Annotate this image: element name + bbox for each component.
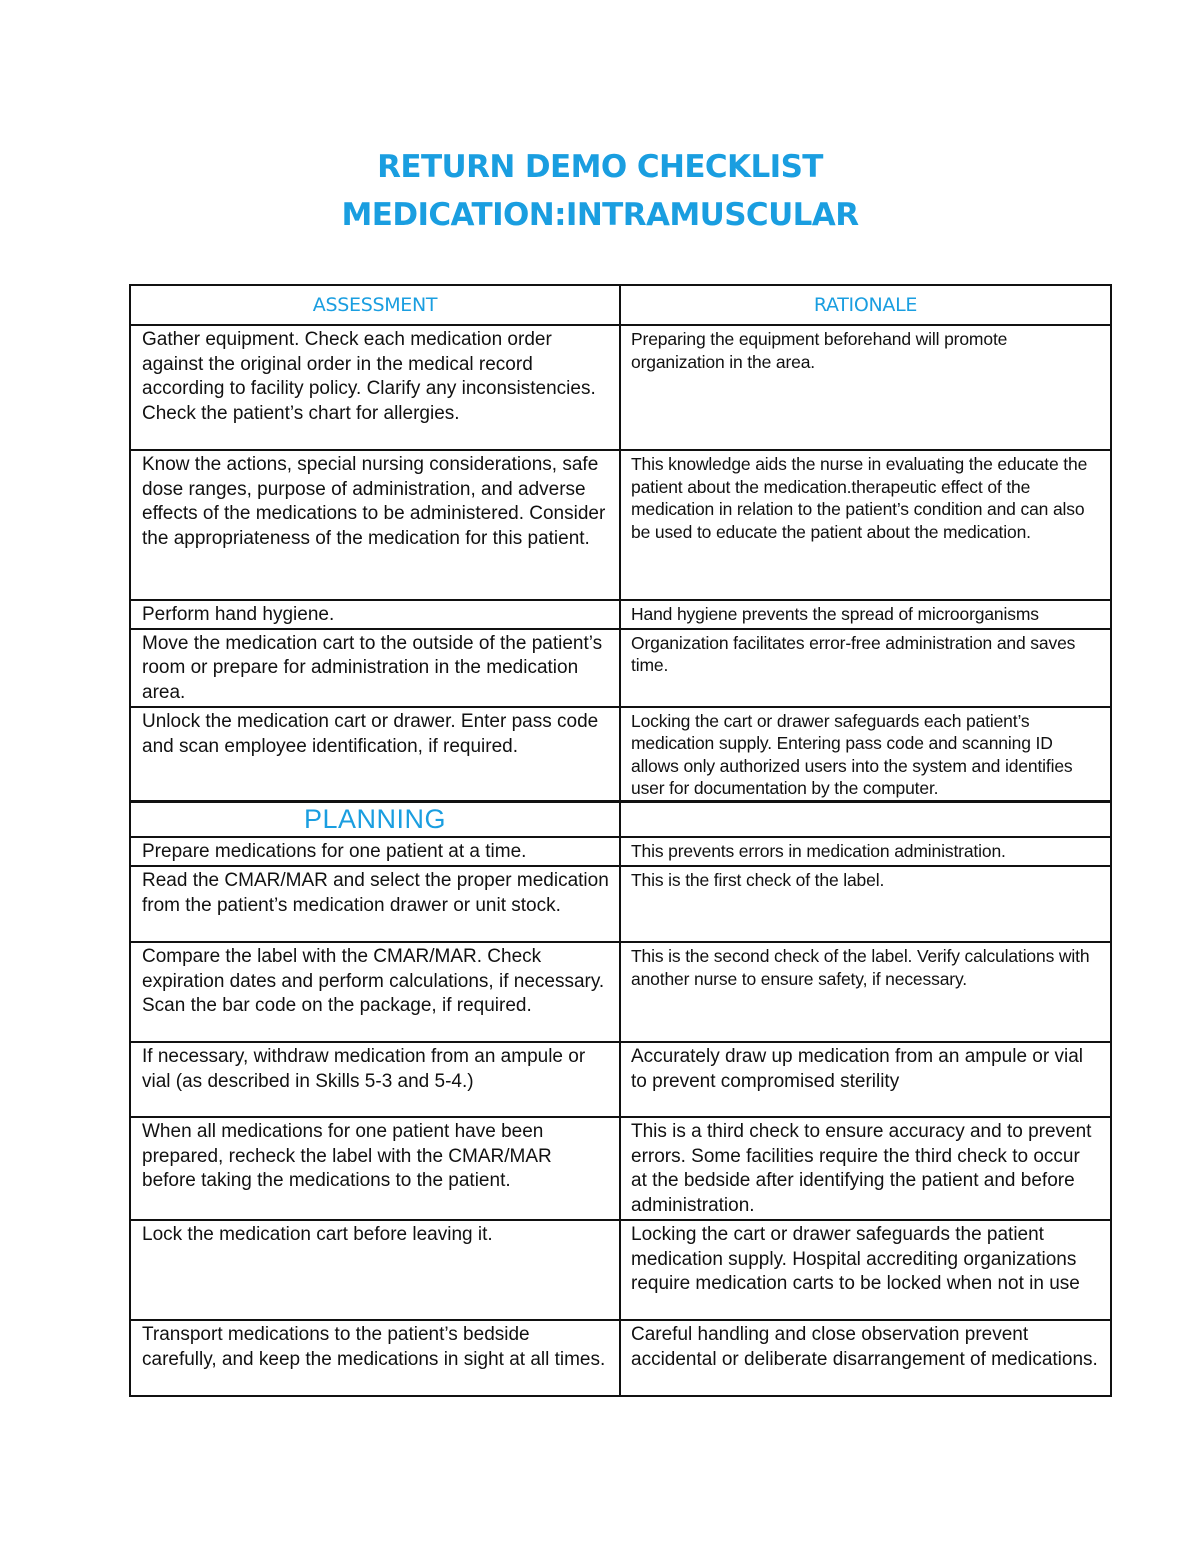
step-cell: Unlock the medication cart or drawer. Enter pass code and scan employee identification, if required.	[130, 707, 620, 802]
table-row	[130, 837, 1111, 866]
table-row	[130, 1117, 1111, 1220]
step-cell: Prepare medications for one patient at a time.	[130, 837, 620, 866]
table-row	[130, 325, 1111, 450]
table-row	[130, 450, 1111, 600]
rationale-cell: Locking the cart or drawer safeguards the patient medication supply. Hospital accrediting organizations require medication carts to be locked when not in use	[620, 1220, 1111, 1320]
step-cell: Gather equipment. Check each medication order against the original order in the medical record according to facility policy. Clarify any inconsistencies. Check the patient’s chart for allergies.	[130, 325, 620, 450]
rationale-cell: Hand hygiene prevents the spread of microorganisms	[620, 600, 1111, 629]
step-cell: When all medications for one patient have been prepared, recheck the label with the CMAR/MAR before taking the medications to the patient.	[130, 1117, 620, 1220]
document-title: RETURN DEMO CHECKLIST	[377, 149, 823, 185]
rationale-cell: Accurately draw up medication from an ampule or vial to prevent compromised sterility	[620, 1042, 1111, 1117]
table-row	[130, 1220, 1111, 1320]
step-cell: Transport medications to the patient’s bedside carefully, and keep the medications in sight at all times.	[130, 1320, 620, 1396]
step-cell: Perform hand hygiene.	[130, 600, 620, 629]
rationale-header: RATIONALE	[620, 285, 1111, 325]
table-row	[130, 942, 1111, 1042]
step-cell: Move the medication cart to the outside of the patient’s room or prepare for administration in the medication area.	[130, 629, 620, 707]
step-cell: Compare the label with the CMAR/MAR. Check expiration dates and perform calculations, if necessary. Scan the bar code on the package, if required.	[130, 942, 620, 1042]
rationale-cell: Organization facilitates error-free administration and saves time.	[620, 629, 1111, 707]
table-header-row	[130, 285, 1111, 325]
rationale-cell: Careful handling and close observation prevent accidental or deliberate disarrangement of medications.	[620, 1320, 1111, 1396]
table-row	[130, 600, 1111, 629]
planning-header: PLANNING	[130, 801, 620, 837]
table-row	[130, 1042, 1111, 1117]
rationale-cell: Locking the cart or drawer safeguards each patient’s medication supply. Entering pass code and scanning ID allows only authorized users into the system and identifies user for documentation by the computer.	[620, 707, 1111, 802]
empty-cell	[620, 801, 1111, 837]
rationale-cell: This is the first check of the label.	[620, 866, 1111, 942]
step-cell: Read the CMAR/MAR and select the proper medication from the patient’s medication drawer or unit stock.	[130, 866, 620, 942]
planning-header-row	[130, 801, 1111, 837]
rationale-cell: This prevents errors in medication administration.	[620, 837, 1111, 866]
step-cell: Know the actions, special nursing considerations, safe dose ranges, purpose of administration, and adverse effects of the medications to be administered. Consider the appropriateness of the medication for this patient.	[130, 450, 620, 600]
rationale-cell: Preparing the equipment beforehand will promote organization in the area.	[620, 325, 1111, 450]
rationale-cell: This is the second check of the label. Verify calculations with another nurse to ensure safety, if necessary.	[620, 942, 1111, 1042]
step-cell: Lock the medication cart before leaving it.	[130, 1220, 620, 1320]
checklist-table	[129, 284, 1112, 1397]
document-subtitle: MEDICATION:INTRAMUSCULAR	[341, 197, 859, 233]
table-row	[130, 707, 1111, 802]
assessment-header: ASSESSMENT	[130, 285, 620, 325]
rationale-cell: This knowledge aids the nurse in evaluating the educate the patient about the medication.therapeutic effect of the medication in relation to the patient’s condition and can also be used to educate the patient about the medication.	[620, 450, 1111, 600]
table-row	[130, 1320, 1111, 1396]
step-cell: If necessary, withdraw medication from an ampule or vial (as described in Skills 5-3 and 5-4.)	[130, 1042, 620, 1117]
rationale-cell: This is a third check to ensure accuracy and to prevent errors. Some facilities require the third check to occur at the bedside after identifying the patient and before administration.	[620, 1117, 1111, 1220]
table-row	[130, 866, 1111, 942]
table-row	[130, 629, 1111, 707]
